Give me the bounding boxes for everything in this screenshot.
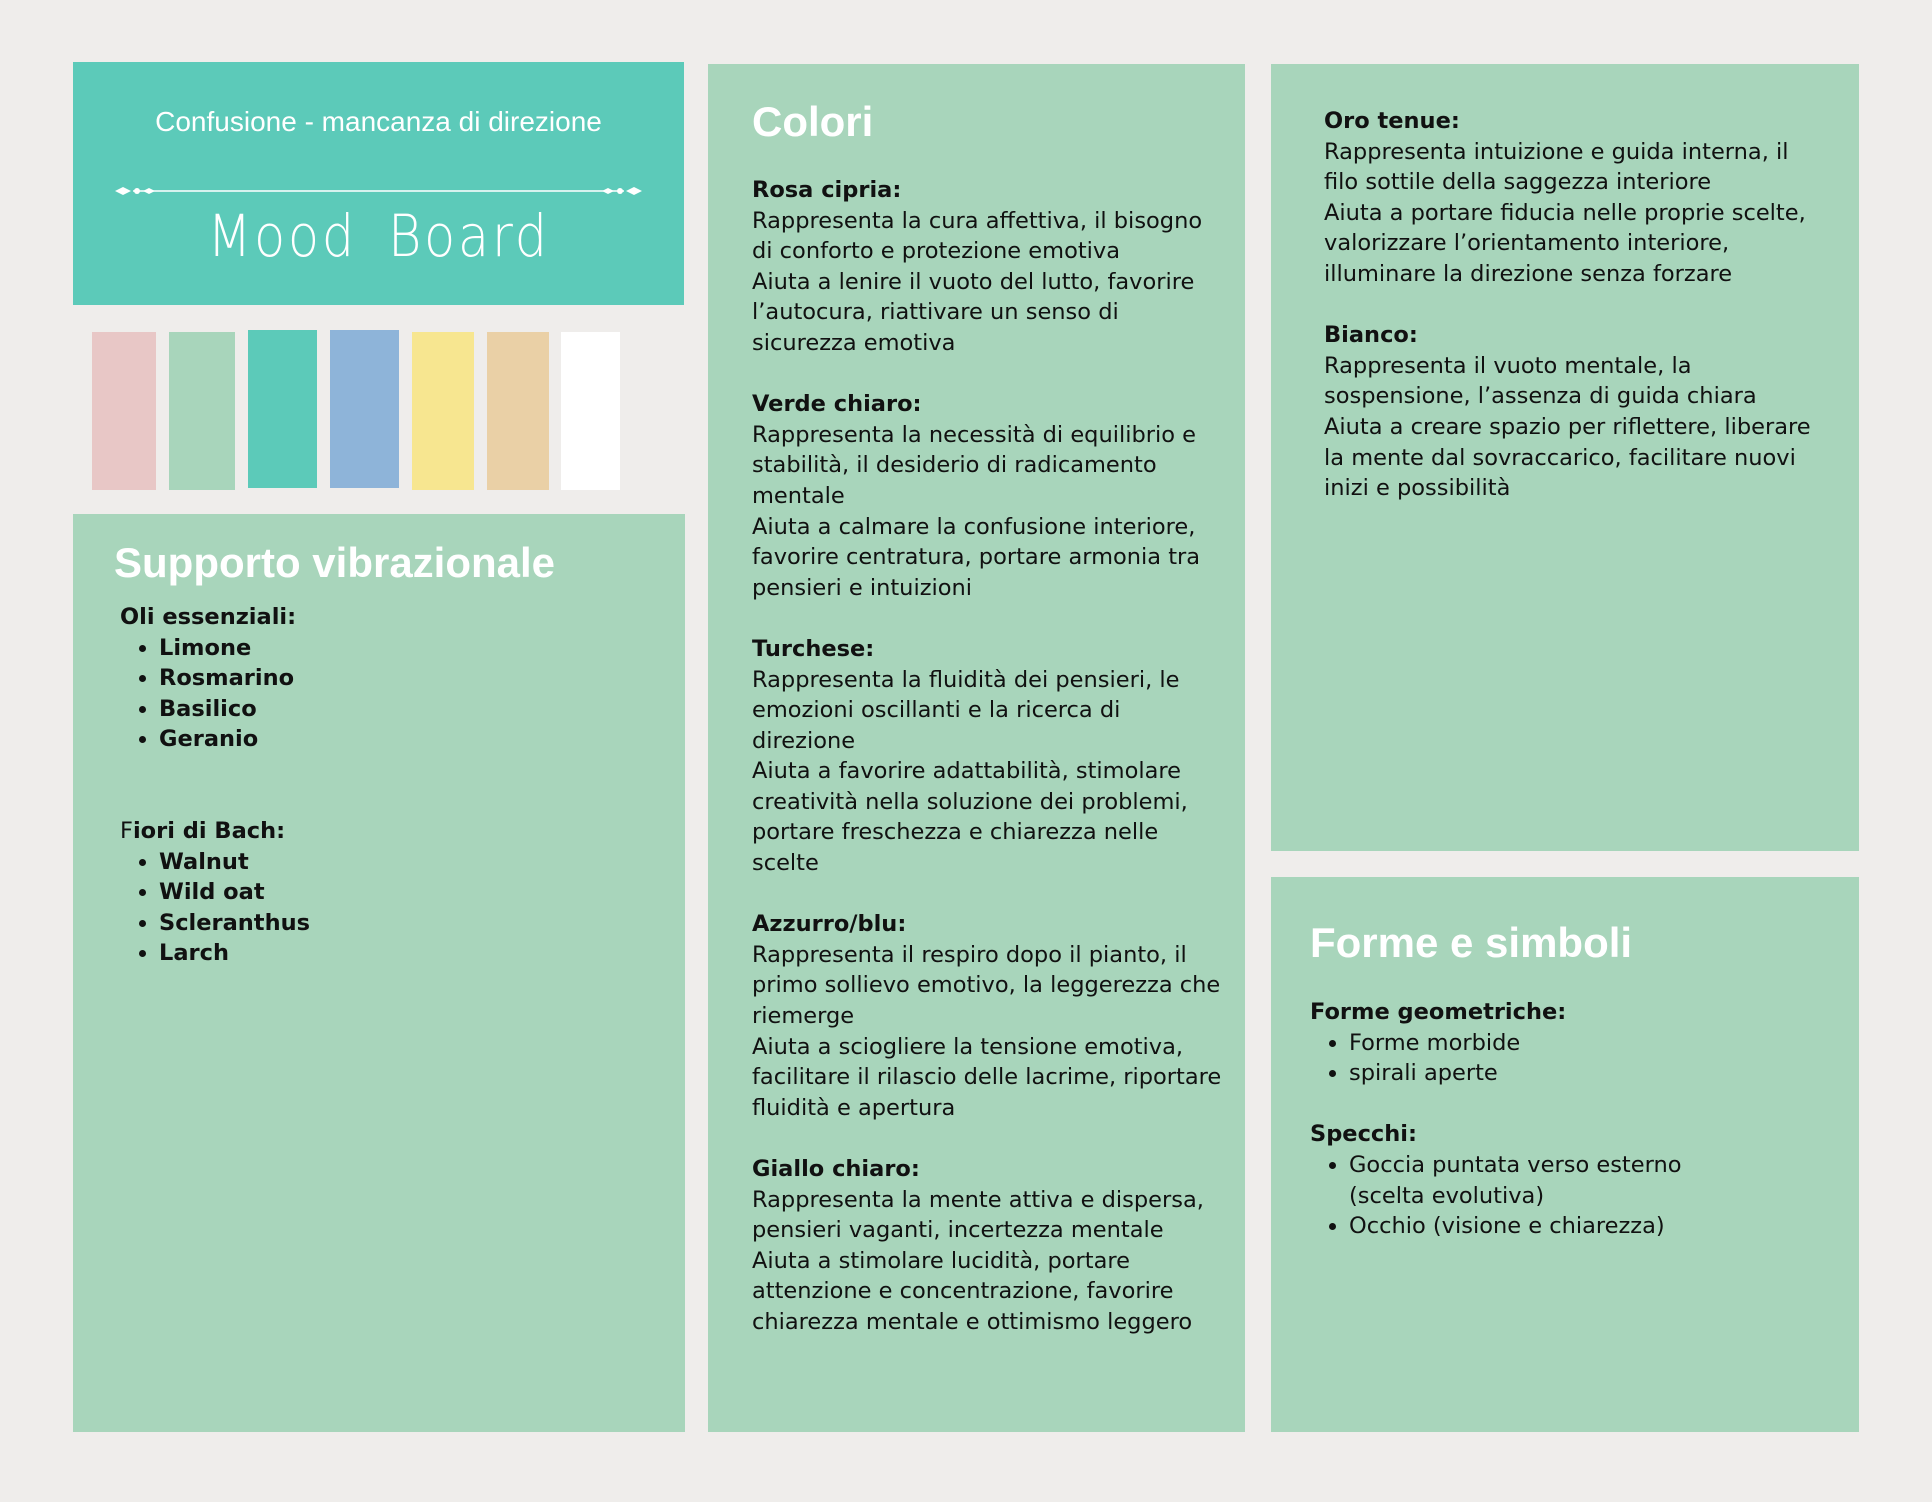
header-title: Mood Board: [207, 202, 550, 270]
color-text: Rappresenta intuizione e guida interna, il filo sottile della saggezza interiore Aiuta a portare fiducia nelle proprie scelte, valorizzare l’orientamento interiore, illuminare la direzione senza forzare: [1324, 138, 1806, 287]
color-description: [752, 909, 1222, 1123]
color-text: Rappresenta la fluidità dei pensieri, le emozioni oscillanti e la ricerca di direzione Aiuta a favorire adattabilità, stimolare creatività nella soluzione dei problemi, portare freschezza e chiarezza nelle scelte: [752, 666, 1188, 877]
specchi-label: Specchi:: [1310, 1121, 1417, 1148]
color-label: Oro tenue:: [1324, 108, 1460, 134]
color-description: [752, 634, 1222, 879]
specchi-list: [1310, 1150, 1709, 1242]
color-description: [752, 1154, 1222, 1338]
color-label: Bianco:: [1324, 322, 1418, 349]
forme-simboli-panel: [1271, 877, 1859, 1432]
color-label: Verde chiaro:: [752, 391, 922, 418]
fiore-item: • Scleranthus: [159, 908, 310, 939]
forma-item: • spirali aperte: [1349, 1058, 1830, 1089]
swatch-azzurro-blu: [330, 330, 399, 488]
colori-panel: [708, 64, 1245, 1432]
swatch-giallo-chiaro: [412, 332, 474, 490]
olio-item: • Limone: [159, 633, 310, 664]
fiore-item: • Wild oat: [159, 877, 310, 908]
color-text: Rappresenta la mente attiva e dispersa, pensieri vaganti, incertezza mentale Aiuta a stimolare lucidità, portare attenzione e concentrazione, favorire chiarezza mentale e ottimismo leggero: [752, 1186, 1204, 1335]
mood-board-header: [73, 62, 684, 305]
color-description: [1324, 320, 1824, 504]
color-text: Rappresenta il vuoto mentale, la sospensione, l’assenza di guida chiara Aiuta a creare spazio per riflettere, liberare la mente dal sovraccarico, facilitare nuovi inizi e possibilità: [1324, 352, 1811, 502]
olio-item: • Basilico: [159, 694, 310, 725]
color-description: [752, 175, 1222, 359]
color-label: Giallo chiaro:: [752, 1156, 920, 1182]
swatch-oro-tenue: [487, 332, 549, 490]
oli-list: [120, 633, 310, 755]
color-label: Rosa cipria:: [752, 177, 902, 203]
fiore-item: • Walnut: [159, 847, 310, 878]
fiori-list: [120, 847, 310, 969]
olio-item: • Geranio: [159, 724, 310, 755]
fiore-item: • Larch: [159, 938, 310, 969]
supporto-title: Supporto vibrazionale: [114, 539, 556, 586]
supporto-vibrazionale-panel: [73, 514, 685, 1432]
colori-extra-list: [1324, 106, 1824, 534]
swatch-verde-chiaro: [169, 332, 235, 490]
color-text: Rappresenta il respiro dopo il pianto, il primo sollievo emotivo, la leggerezza che riemerge Aiuta a sciogliere la tensione emotiva, facilitare il rilascio delle lacrime, riportare fluidità e apertura: [752, 941, 1222, 1121]
specchio-item: • Goccia puntata verso esterno (scelta evolutiva): [1349, 1150, 1709, 1211]
olio-item: • Rosmarino: [159, 663, 310, 694]
color-text: Rappresenta la necessità di equilibrio e stabilità, il desiderio di radicamento mentale Aiuta a calmare la confusione interiore, favorire centratura, portare armonia tra pensieri e intuizioni: [752, 421, 1201, 601]
header-subtitle: Confusione - mancanza di direzione: [155, 106, 602, 137]
colori-list: [752, 175, 1222, 1368]
color-label: Turchese:: [752, 635, 875, 662]
colori-extra-panel: [1271, 64, 1859, 851]
color-description: [752, 389, 1222, 603]
color-label: Azzurro/blu:: [752, 911, 907, 938]
fiori-label: Fiori di Bach:: [120, 817, 286, 844]
oli-label: Oli essenziali:: [120, 604, 297, 630]
forme-geometriche-list: [1310, 1028, 1830, 1089]
swatch-bianco: [561, 332, 620, 490]
color-description: [1324, 106, 1824, 290]
swatch-turchese: [248, 330, 317, 488]
specchio-item: • Occhio (visione e chiarezza): [1349, 1211, 1709, 1242]
colori-title: Colori: [752, 98, 874, 145]
forme-geometriche-label: Forme geometriche:: [1310, 999, 1567, 1025]
color-text: Rappresenta la cura affettiva, il bisogno di conforto e protezione emotiva Aiuta a lenire il vuoto del lutto, favorire l’autocura, riattivare un senso di sicurezza emotiva: [752, 207, 1203, 356]
swatch-rosa-cipria: [92, 332, 156, 490]
forme-title: Forme e simboli: [1310, 919, 1633, 966]
forma-item: • Forme morbide: [1349, 1028, 1830, 1059]
